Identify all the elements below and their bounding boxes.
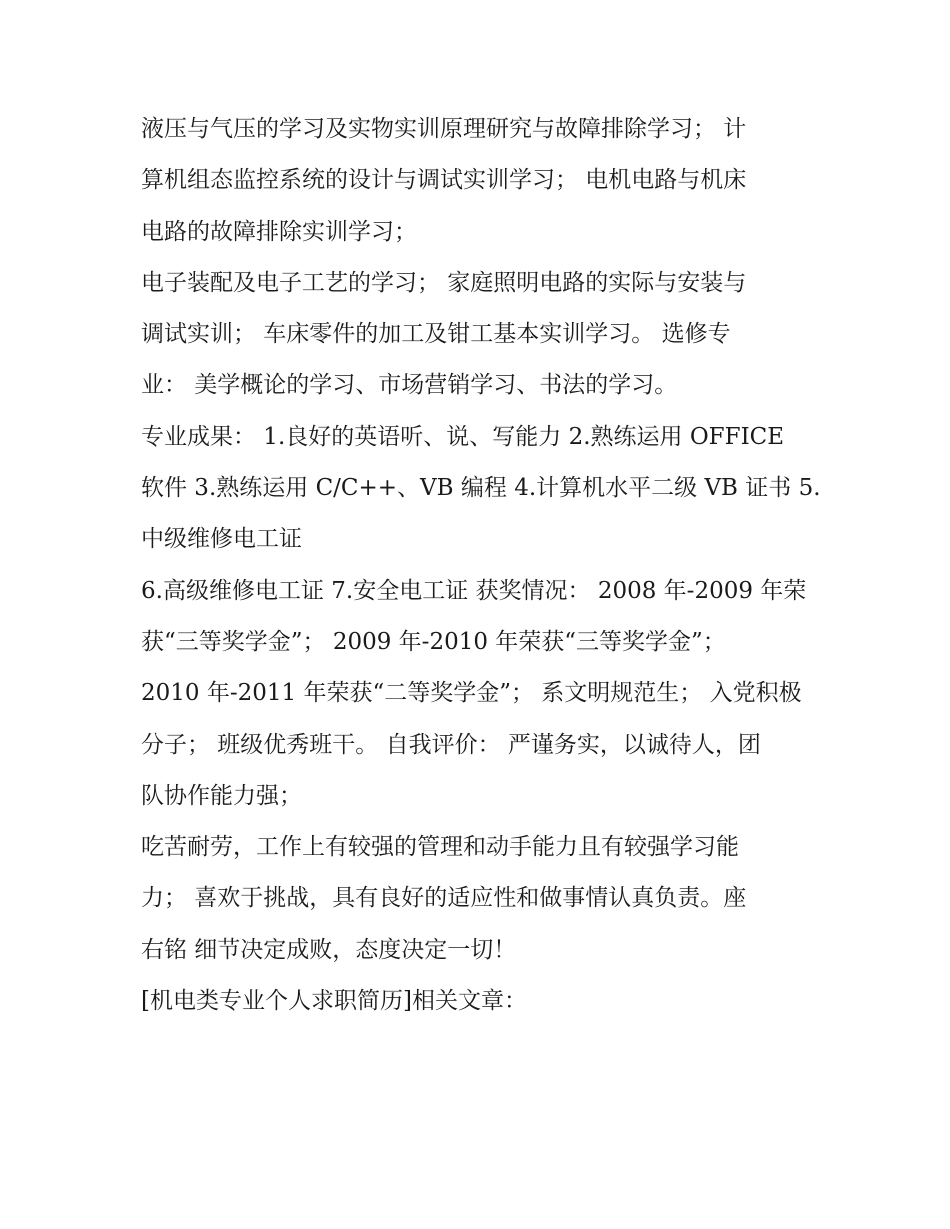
- text-line: 电路的故障排除实训学习；: [141, 218, 417, 245]
- text-line: 电子装配及电子工艺的学习； 家庭照明电路的实际与安装与: [141, 269, 747, 296]
- text-line: 算机组态监控系统的设计与调试实训学习； 电机电路与机床: [141, 167, 747, 194]
- text-line: 吃苦耐劳，工作上有较强的管理和动手能力且有较强学习能: [141, 834, 739, 861]
- text-line: 调试实训； 车床零件的加工及钳工基本实训学习。 选修专: [141, 321, 731, 348]
- text-line: 专业成果： 1.良好的英语听、说、写能力 2.熟练运用 OFFICE: [141, 423, 785, 450]
- text-line: 业： 美学概论的学习、市场营销学习、书法的学习。: [141, 372, 678, 399]
- text-line: 2010 年-2011 年荣获“二等奖学金”； 系文明规范生； 入党积极: [141, 680, 802, 707]
- text-line: 右铭 细节决定成败，态度决定一切！: [141, 936, 517, 963]
- text-line: 6.高级维修电工证 7.安全电工证 获奖情况： 2008 年-2009 年荣: [141, 577, 807, 604]
- text-line: 中级维修电工证: [141, 526, 302, 553]
- text-line: 软件 3.熟练运用 C/C++、VB 编程 4.计算机水平二级 VB 证书 5.: [141, 475, 821, 502]
- text-line: 液压与气压的学习及实物实训原理研究与故障排除学习； 计: [141, 116, 747, 142]
- text-line: 分子； 班级优秀班干。 自我评价： 严谨务实，以诚待人，团: [141, 731, 761, 758]
- related-articles-heading: [机电类专业个人求职简历]相关文章：: [141, 988, 527, 1015]
- text-line: 获“三等奖学金”； 2009 年-2010 年荣获“三等奖学金”；: [141, 628, 726, 655]
- resume-text-block: [141, 104, 821, 1027]
- text-line: 队协作能力强；: [141, 782, 302, 809]
- text-line: 力； 喜欢于挑战，具有良好的适应性和做事情认真负责。座: [141, 885, 747, 912]
